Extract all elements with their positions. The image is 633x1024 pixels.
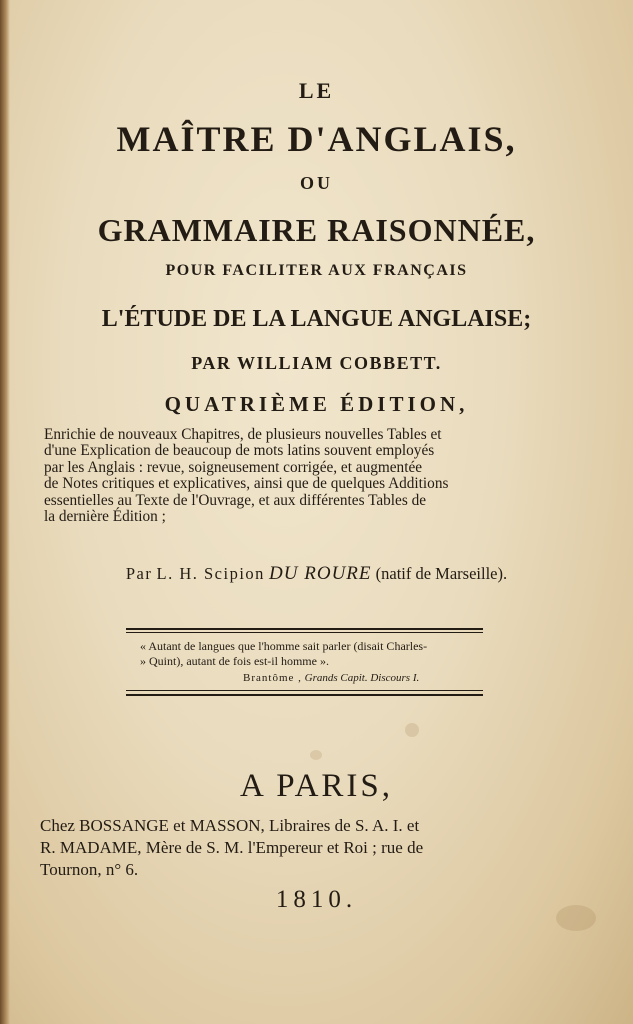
editor-surname: DU ROURE <box>269 563 372 584</box>
description-line: par les Anglais : revue, soigneusement corrigée, et augmentée <box>44 458 423 476</box>
epigraph-bottom-rule <box>126 694 483 696</box>
epigraph-bottom-rule-thin <box>126 690 483 691</box>
epigraph-line: « Autant de langues que l'homme sait parler (disait Charles- <box>140 639 428 653</box>
title-maitre: MAÎTRE D'ANGLAIS, <box>116 119 517 159</box>
paper-stain <box>405 723 419 737</box>
title-ou: OU <box>300 173 333 193</box>
imprint-city: A PARIS, <box>239 768 394 804</box>
publisher-line: Chez BOSSANGE et MASSON, Libraires de S. A. I. et <box>40 816 420 835</box>
epigraph-source: Grands Capit. Discours I. <box>304 672 420 684</box>
paper-stain <box>310 750 322 760</box>
title-le: LE <box>298 78 335 103</box>
publisher-line: R. MADAME, Mère de S. M. l'Empereur et Roi ; rue de <box>40 838 424 857</box>
epigraph-top-rule <box>126 628 483 630</box>
description-line: la dernière Édition ; <box>44 508 166 526</box>
editor-line <box>0 563 633 585</box>
editor-par: Par <box>125 564 153 583</box>
editor-name: L. H. Scipion <box>156 564 265 583</box>
epigraph-line: » Quint), autant de fois est-il homme ». <box>140 654 329 668</box>
epigraph-top-rule-thin <box>126 632 483 633</box>
edition-description <box>44 427 564 525</box>
publisher-line: Tournon, n° 6. <box>40 860 139 879</box>
epigraph-quote <box>140 639 485 669</box>
epigraph-attribution <box>243 672 419 684</box>
description-line: essentielles au Texte de l'Ouvrage, et aux différentes Tables de <box>44 491 427 509</box>
title-grammaire: GRAMMAIRE RAISONNÉE, <box>97 212 536 248</box>
description-line: d'une Explication de beaucoup de mots latins souvent employés <box>44 442 435 460</box>
imprint-year: 1810. <box>275 886 358 913</box>
subtitle-pour: POUR FACILITER AUX FRANÇAIS <box>165 262 468 279</box>
subtitle-etude: L'ÉTUDE DE LA LANGUE ANGLAISE; <box>101 306 532 332</box>
publisher-block <box>40 815 580 881</box>
description-line: Enrichie de nouveaux Chapitres, de plusieurs nouvelles Tables et <box>44 426 442 443</box>
description-line: de Notes critiques et explicatives, ainsi que de quelques Additions <box>44 475 449 493</box>
editor-origin: (natif de Marseille). <box>375 564 508 583</box>
epigraph-author: Brantôme , <box>243 672 302 684</box>
author-line: PAR WILLIAM COBBETT. <box>191 353 442 373</box>
edition-line: QUATRIÈME ÉDITION, <box>164 392 469 416</box>
